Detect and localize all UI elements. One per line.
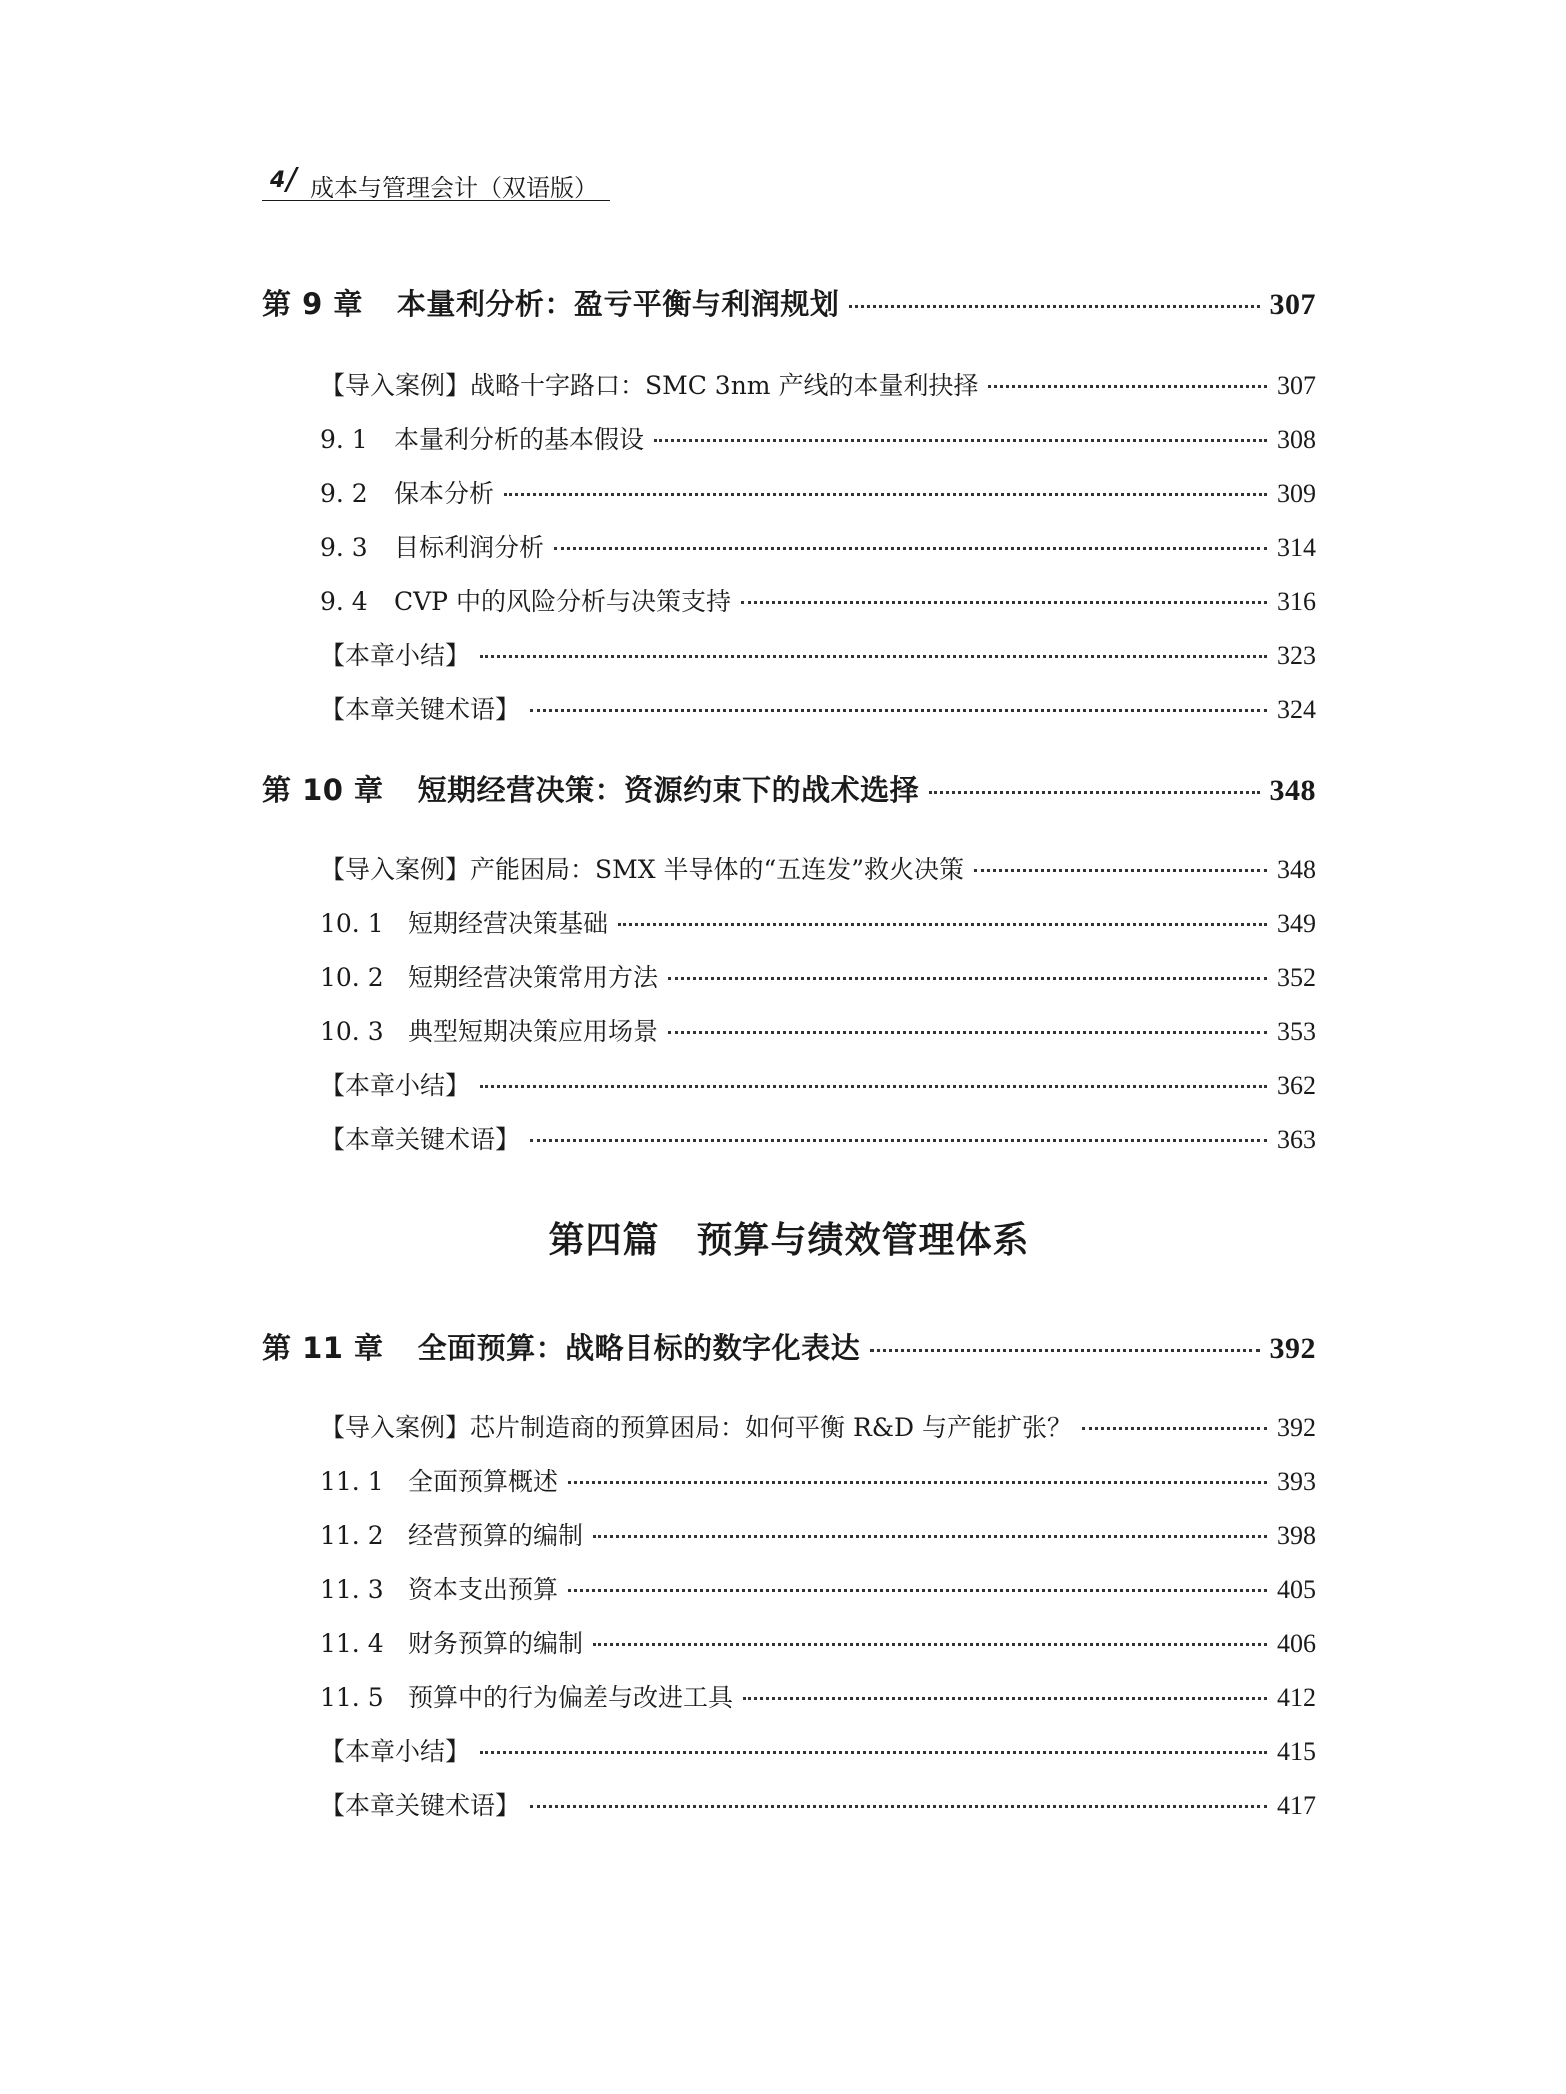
entry-title: 【导入案例】芯片制造商的预算困局：如何平衡 R&D 与产能扩张？ bbox=[320, 1413, 1073, 1442]
dot-leader bbox=[480, 1751, 1267, 1754]
toc-entry[interactable] bbox=[262, 1678, 1316, 1714]
entry-number: 10. 3 bbox=[320, 1017, 384, 1046]
dot-leader bbox=[988, 385, 1267, 388]
chapter-title: 短期经营决策：资源约束下的战术选择 bbox=[417, 773, 920, 807]
dot-leader bbox=[593, 1643, 1267, 1646]
dot-leader bbox=[1082, 1427, 1267, 1430]
entry-title: 目标利润分析 bbox=[394, 533, 545, 562]
entry-number: 9. 4 bbox=[320, 587, 368, 616]
toc-entry[interactable] bbox=[262, 1462, 1316, 1498]
entry-page: 324 bbox=[1277, 695, 1316, 724]
toc-entry[interactable] bbox=[262, 366, 1316, 402]
entry-title: 【本章小结】 bbox=[320, 1071, 471, 1100]
entry-title: 【本章关键术语】 bbox=[320, 1125, 521, 1154]
chapter-label: 第 11 章 bbox=[262, 1331, 384, 1365]
toc-entry[interactable] bbox=[262, 1066, 1316, 1102]
entry-title: 【本章关键术语】 bbox=[320, 695, 521, 724]
chapter-title: 全面预算：战略目标的数字化表达 bbox=[417, 1331, 861, 1365]
chapter-heading[interactable] bbox=[262, 282, 1316, 323]
entry-page: 314 bbox=[1277, 533, 1316, 562]
dot-leader bbox=[480, 1085, 1267, 1088]
entry-page: 363 bbox=[1277, 1125, 1316, 1154]
entry-title: 【导入案例】战略十字路口：SMC 3nm 产线的本量利抉择 bbox=[320, 371, 979, 400]
chapter-page: 307 bbox=[1269, 288, 1316, 321]
toc-entry[interactable] bbox=[262, 958, 1316, 994]
toc-entry[interactable] bbox=[262, 904, 1316, 940]
entry-page: 323 bbox=[1277, 641, 1316, 670]
dot-leader bbox=[480, 655, 1267, 658]
dot-leader bbox=[668, 977, 1267, 980]
toc-entry[interactable] bbox=[262, 1120, 1316, 1156]
entry-title: 【本章小结】 bbox=[320, 1737, 471, 1766]
entry-page: 309 bbox=[1277, 479, 1316, 508]
toc-entry[interactable] bbox=[262, 528, 1316, 564]
toc-entry[interactable] bbox=[262, 1570, 1316, 1606]
dot-leader bbox=[593, 1535, 1267, 1538]
entry-title: 预算中的行为偏差与改进工具 bbox=[408, 1683, 734, 1712]
entry-page: 308 bbox=[1277, 425, 1316, 454]
running-head bbox=[262, 164, 610, 202]
dot-leader bbox=[568, 1589, 1267, 1592]
dot-leader bbox=[554, 547, 1267, 550]
entry-page: 398 bbox=[1277, 1521, 1316, 1550]
entry-page: 406 bbox=[1277, 1629, 1316, 1658]
entry-page: 392 bbox=[1277, 1413, 1316, 1442]
entry-page: 362 bbox=[1277, 1071, 1316, 1100]
running-head-page-number: 4 bbox=[270, 168, 286, 193]
entry-number: 10. 2 bbox=[320, 963, 384, 992]
entry-number: 11. 4 bbox=[320, 1629, 384, 1658]
entry-title: CVP 中的风险分析与决策支持 bbox=[394, 587, 731, 616]
entry-title: 【本章关键术语】 bbox=[320, 1791, 521, 1820]
chapter-label: 第 9 章 bbox=[262, 287, 363, 321]
toc-entry[interactable] bbox=[262, 1624, 1316, 1660]
entry-number: 11. 2 bbox=[320, 1521, 384, 1550]
dot-leader bbox=[530, 709, 1267, 712]
entry-page: 349 bbox=[1277, 909, 1316, 938]
dot-leader bbox=[743, 1697, 1267, 1700]
toc-entry[interactable] bbox=[262, 1732, 1316, 1768]
dot-leader bbox=[530, 1805, 1267, 1808]
dot-leader bbox=[929, 791, 1259, 794]
entry-title: 本量利分析的基本假设 bbox=[394, 425, 645, 454]
chapter-heading[interactable] bbox=[262, 768, 1316, 809]
entry-title: 【导入案例】产能困局：SMX 半导体的“五连发”救火决策 bbox=[320, 855, 965, 884]
entry-title: 资本支出预算 bbox=[408, 1575, 559, 1604]
chapter-label: 第 10 章 bbox=[262, 773, 384, 807]
toc-entry[interactable] bbox=[262, 1012, 1316, 1048]
entry-number: 11. 5 bbox=[320, 1683, 384, 1712]
entry-number: 10. 1 bbox=[320, 909, 384, 938]
entry-number: 9. 1 bbox=[320, 425, 368, 454]
entry-title: 保本分析 bbox=[394, 479, 495, 508]
dot-leader bbox=[668, 1031, 1267, 1034]
entry-title: 经营预算的编制 bbox=[408, 1521, 584, 1550]
entry-page: 352 bbox=[1277, 963, 1316, 992]
entry-page: 415 bbox=[1277, 1737, 1316, 1766]
entry-page: 353 bbox=[1277, 1017, 1316, 1046]
entry-number: 11. 1 bbox=[320, 1467, 384, 1496]
entry-page: 405 bbox=[1277, 1575, 1316, 1604]
chapter-page: 392 bbox=[1269, 1332, 1316, 1365]
entry-title: 全面预算概述 bbox=[408, 1467, 559, 1496]
dot-leader bbox=[530, 1139, 1267, 1142]
dot-leader bbox=[654, 439, 1267, 442]
entry-page: 393 bbox=[1277, 1467, 1316, 1496]
entry-page: 348 bbox=[1277, 855, 1316, 884]
toc-entry[interactable] bbox=[262, 582, 1316, 618]
entry-title: 【本章小结】 bbox=[320, 641, 471, 670]
chapter-title: 本量利分析：盈亏平衡与利润规划 bbox=[396, 287, 840, 321]
entry-title: 短期经营决策常用方法 bbox=[408, 963, 659, 992]
running-head-book-title: 成本与管理会计（双语版） bbox=[310, 174, 598, 202]
dot-leader bbox=[741, 601, 1267, 604]
toc-entry[interactable] bbox=[262, 1516, 1316, 1552]
dot-leader bbox=[504, 493, 1267, 496]
entry-title: 典型短期决策应用场景 bbox=[408, 1017, 659, 1046]
dot-leader bbox=[568, 1481, 1267, 1484]
toc-entry[interactable] bbox=[262, 850, 1316, 886]
chapter-heading[interactable] bbox=[262, 1326, 1316, 1367]
entry-page: 412 bbox=[1277, 1683, 1316, 1712]
toc-entry[interactable] bbox=[262, 474, 1316, 510]
toc-entry[interactable] bbox=[262, 1408, 1316, 1444]
chapter-page: 348 bbox=[1269, 774, 1316, 807]
entry-title: 短期经营决策基础 bbox=[408, 909, 609, 938]
entry-title: 财务预算的编制 bbox=[408, 1629, 584, 1658]
part-heading[interactable]: 第四篇 预算与绩效管理体系 bbox=[548, 1219, 1030, 1261]
entry-page: 417 bbox=[1277, 1791, 1316, 1820]
entry-page: 316 bbox=[1277, 587, 1316, 616]
toc-entry[interactable] bbox=[262, 1786, 1316, 1822]
entry-number: 9. 3 bbox=[320, 533, 368, 562]
entry-number: 9. 2 bbox=[320, 479, 368, 508]
dot-leader bbox=[618, 923, 1267, 926]
dot-leader bbox=[870, 1349, 1259, 1352]
running-head-rule bbox=[262, 200, 610, 201]
dot-leader bbox=[849, 305, 1259, 308]
dot-leader bbox=[974, 869, 1267, 872]
toc-entry[interactable] bbox=[262, 420, 1316, 456]
entry-page: 307 bbox=[1277, 371, 1316, 400]
toc-entry[interactable] bbox=[262, 690, 1316, 726]
toc-entry[interactable] bbox=[262, 636, 1316, 672]
entry-number: 11. 3 bbox=[320, 1575, 384, 1604]
